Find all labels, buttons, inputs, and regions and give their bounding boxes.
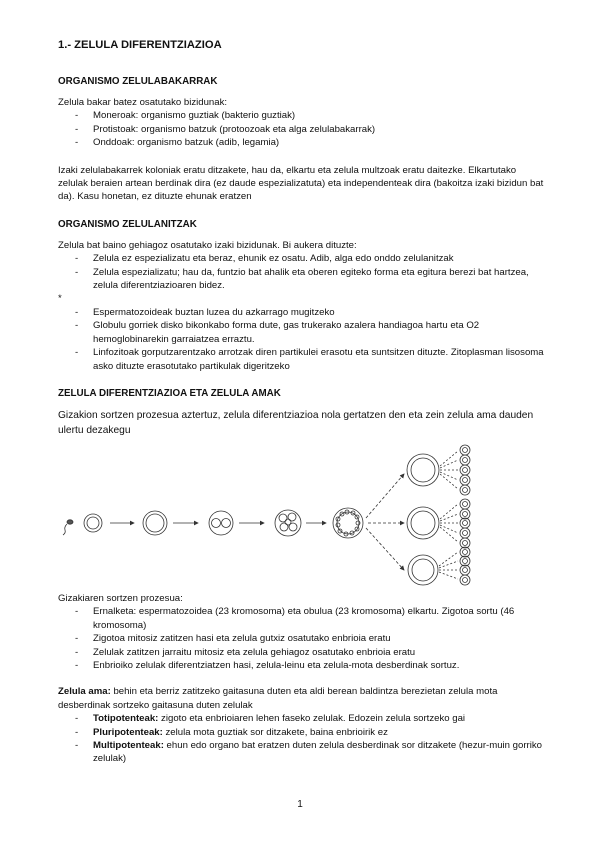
colonies-paragraph: Izaki zelulabakarrek koloniak eratu ditzakete, hau da, elkartu eta zelula multzoak eratu daitezke. Elkartutako zelulak beraien artean berdinak dira (ez daude espezializatuta) eta independenteak dira (bakoitza izaki bizidun bat da). Kasu honetan, ez dituzte ehunak eratzen (58, 164, 544, 203)
page-number: 1 (297, 799, 303, 810)
list-item: - Zelula ez espezializatu eta beraz, ehunik ez osatu. Adib, alga edo onddo zelulanitzak (58, 252, 548, 265)
term-text: zelula mota guztiak sor ditzakete, baina enbrioirik ez (162, 726, 388, 738)
process-intro: Gizakiaren sortzen prozesua: (58, 592, 183, 604)
list-item: - Zigotoa mitosiz zatitzen hasi eta zelula gutxiz osatutako enbrioia eratu (58, 632, 548, 645)
list-item: - Zelulak zatitzen jarraitu mitosiz eta zelula gehiagoz osatutako enbrioia eratu (58, 646, 548, 659)
section-heading-differentiation: ZELULA DIFERENTZIAZIOA ETA ZELULA AMAK (58, 387, 281, 399)
stem-cell-label: Zelula ama: (58, 686, 111, 698)
sperm-icon (63, 520, 73, 535)
diagram-svg (56, 442, 550, 586)
stem-cell-icon (408, 555, 438, 585)
morula-icon (275, 510, 301, 536)
term-text: zigoto eta enbrioiaren lehen faseko zelulak. Edozein zelula sortzeko gai (158, 713, 466, 725)
section-heading-unicellular: ORGANISMO ZELULABAKARRAK (58, 76, 218, 87)
list-item: - Zelula espezializatu; hau da, funtzio bat ahalik eta oberen egiteko forma eta egitura berezi bat hartzea, zelula diferentziazioaren bidez. (58, 266, 548, 293)
list-item: - Linfozitoak gorputzarentzako arrotzak diren partikulei erasotu eta suntsitzen dituzte. Zitoplasman lisosoma asko dituzte erasotutako partikulak digeritzeko (58, 346, 548, 373)
zygote-icon (143, 511, 167, 535)
unicellular-list (58, 109, 548, 149)
list-item: - Onddoak: organismo batzuk (adib, legamia) (58, 136, 548, 149)
blastocyst-icon (333, 508, 363, 538)
term-text: ehun edo organo bat eratzen duten zelula desberdinak sor ditzakete (hezur-muin gorriko zelulak) (93, 739, 543, 765)
document-page (58, 38, 548, 766)
egg-cell-icon (84, 514, 102, 532)
unicellular-intro: Zelula bakar batez osatutako bizidunak: (58, 97, 228, 108)
stem-cell-types-list (58, 712, 548, 766)
stem-cell-icon (407, 454, 439, 486)
page-title: 1.- ZELULA DIFERENTZIAZIOA (58, 39, 222, 51)
term: Multipotenteak: (93, 739, 164, 751)
list-item (58, 739, 548, 766)
multicellular-list (58, 252, 548, 292)
section-heading-multicellular: ORGANISMO ZELULANITZAK (58, 218, 197, 230)
stem-cell-icon (407, 507, 439, 539)
asterisk-marker: * (58, 293, 62, 305)
list-item: - Protistoak: organismo batzuk (protoozoak eta alga zelulabakarrak) (58, 123, 548, 136)
list-item: - Ernalketa: espermatozoidea (23 kromosoma) eta obulua (23 kromosoma) elkartu. Zigotoa sortu (46 kromosoma) (58, 605, 548, 632)
list-item (58, 712, 548, 725)
list-item: - Moneroak: organismo guztiak (bakterio guztiak) (58, 109, 548, 122)
specialized-cells-list (58, 306, 548, 373)
list-item (58, 726, 548, 739)
process-list (58, 605, 548, 672)
multicellular-intro: Zelula bat baino gehiagoz osatutako izaki bizidunak. Bi aukera dituzte: (58, 239, 357, 251)
list-item: - Globulu gorriek disko bikonkabo forma dute, gas trukerako azalera handiagoa hartu eta O2 hemoglobinarekin garraiatzea erraztu. (58, 319, 548, 346)
stem-cell-definition (58, 685, 548, 712)
cell-differentiation-diagram (58, 442, 548, 586)
list-item: - Espermatozoideak buztan luzea du azkarrago mugitzeko (58, 306, 548, 319)
differentiation-intro: Gizakion sortzen prozesua aztertuz, zelula diferentziazioa nola gertatzen den eta zein zelula ama dauden ulertu dezakegu (58, 409, 534, 436)
list-item: - Enbrioiko zelulak diferentziatzen hasi, zelula-leinu eta zelula-mota desberdinak sortuz. (58, 659, 548, 672)
term: Totipotenteak: (93, 713, 159, 725)
two-cell-embryo-icon (209, 511, 233, 535)
stem-cell-text: behin eta berriz zatitzeko gaitasuna duten eta aldi berean baldintza berezietan zelula mota desberdinak sortzeko gaitasuna duten zelulak (58, 686, 498, 711)
term: Pluripotenteak: (93, 726, 163, 738)
